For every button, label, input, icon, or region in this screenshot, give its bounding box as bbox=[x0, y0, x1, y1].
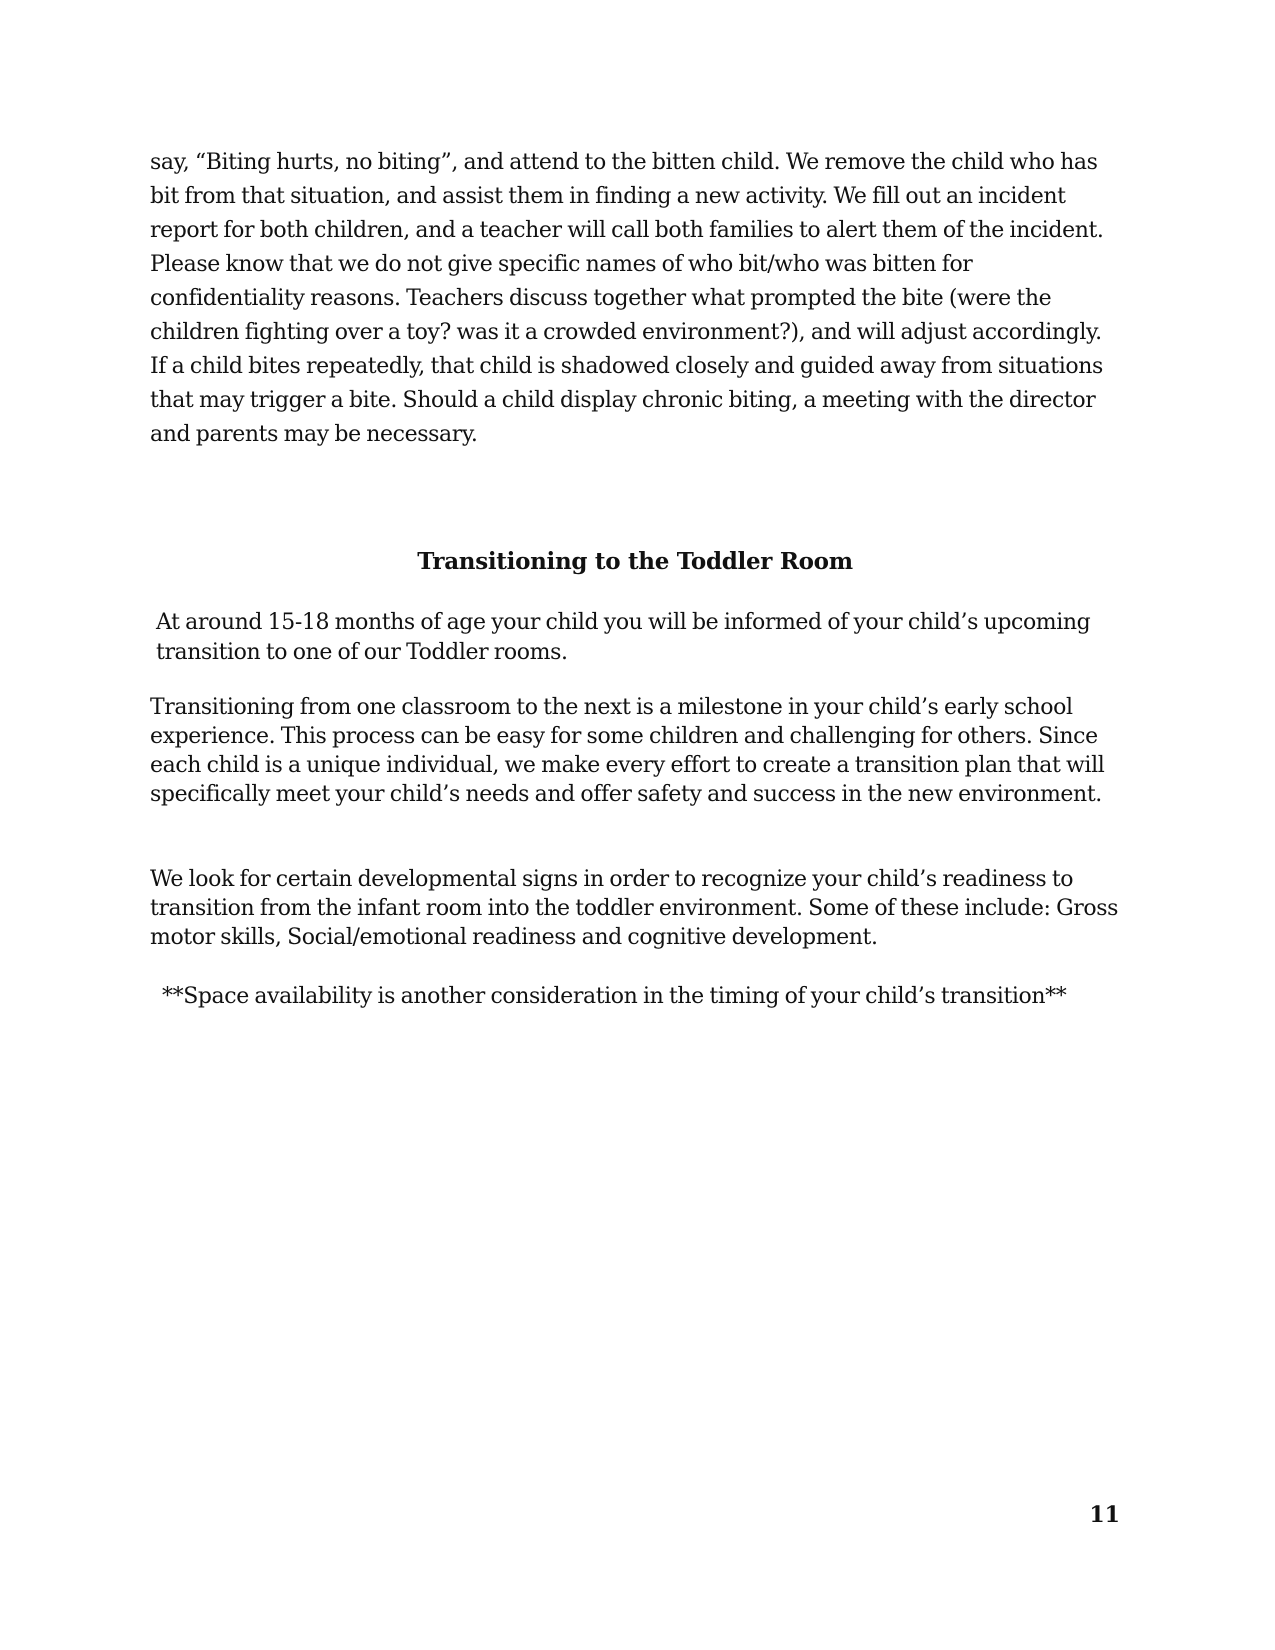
transition-timing-paragraph: At around 15-18 months of age your child you will be informed of your child’s upcoming transition to one of our Toddler rooms. bbox=[156, 610, 1091, 665]
space-availability-note: **Space availability is another consideration in the timing of your child’s transition** bbox=[162, 984, 1067, 1009]
transition-milestone-paragraph: Transitioning from one classroom to the next is a milestone in your child’s early school experience. This process can be easy for some children and challenging for others. Since each child is a unique individual, we make every effort to create a transition plan that will specifically meet your child’s needs and offer safety and success in the new environment. bbox=[150, 695, 1105, 807]
page-number: 11 bbox=[1089, 1502, 1120, 1528]
biting-policy-paragraph: say, “Biting hurts, no biting”, and attend to the bitten child. We remove the child who has bit from that situation, and assist them in finding a new activity. We fill out an incident report for both children, and a teacher will call both families to alert them of the incident. Please know that we do not give specific names of who bit/who was bitten for confidentiality reasons. Teachers discuss together what prompted the bite (were the children fighting over a toy? was it a crowded environment?), and will adjust accordingly. If a child bites repeatedly, that child is shadowed closely and guided away from situations that may trigger a bite. Should a child display chronic biting, a meeting with the director and parents may be necessary. bbox=[150, 150, 1104, 447]
readiness-signs-paragraph: We look for certain developmental signs in order to recognize your child’s readiness to transition from the infant room into the toddler environment. Some of these include: Gross motor skills, Social/emotional readiness and cognitive development. bbox=[150, 867, 1119, 950]
section-heading: Transitioning to the Toddler Room bbox=[417, 548, 853, 575]
